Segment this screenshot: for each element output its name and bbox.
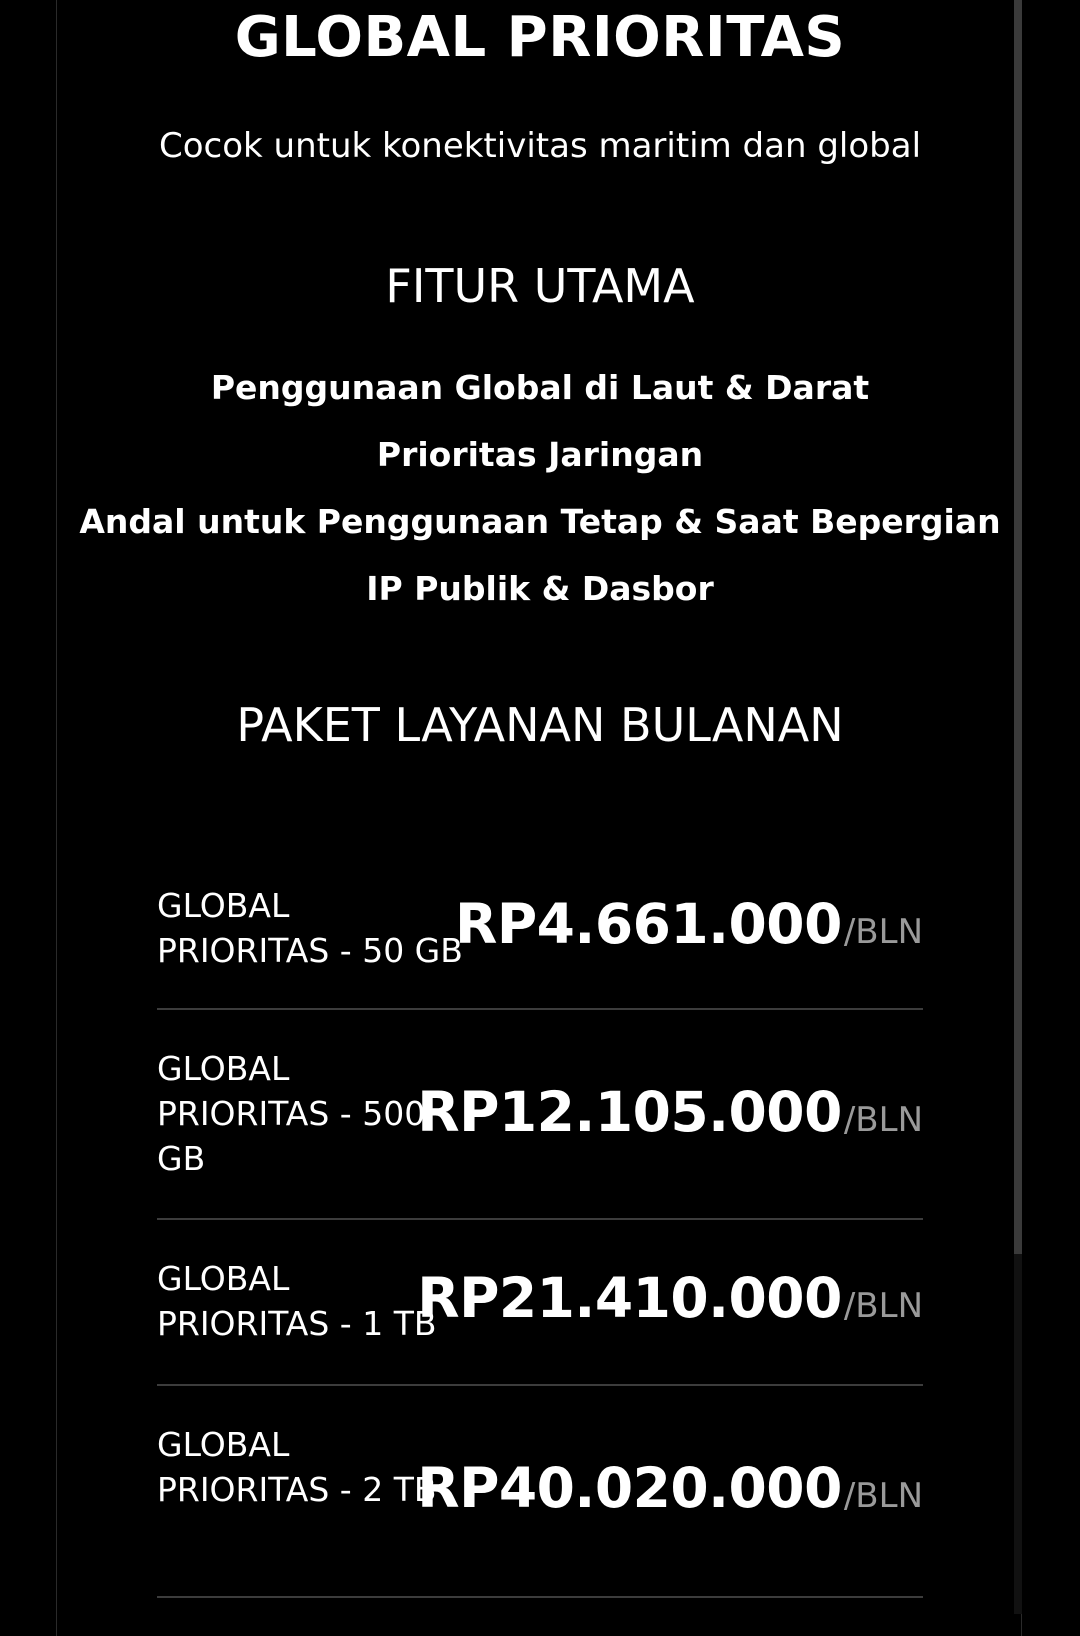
price-amount: RP40.020.000: [417, 1456, 842, 1520]
features-list: [0, 354, 1080, 622]
package-name: GLOBAL PRIORITAS - 500 GB: [157, 1049, 426, 1178]
price-unit: /BLN: [843, 1476, 923, 1516]
feature-item: Prioritas Jaringan: [376, 435, 704, 474]
package-row-50gb: [157, 848, 923, 1010]
plan-subtitle: Cocok untuk konektivitas maritim dan global: [158, 126, 922, 166]
package-price: [417, 1456, 923, 1520]
feature-item: Andal untuk Penggunaan Tetap & Saat Bepergian: [79, 502, 1001, 541]
feature-item: Penggunaan Global di Laut & Darat: [210, 368, 870, 407]
package-name: GLOBAL PRIORITAS - 2 TB: [157, 1425, 437, 1509]
price-unit: /BLN: [843, 912, 923, 952]
package-row-2tb: [157, 1386, 923, 1598]
packages-heading: PAKET LAYANAN BULANAN: [236, 698, 844, 752]
price-amount: RP12.105.000: [417, 1080, 842, 1144]
package-row-1tb: [157, 1220, 923, 1386]
feature-item: IP Publik & Dasbor: [366, 569, 714, 608]
package-row-500gb: [157, 1010, 923, 1220]
price-unit: /BLN: [843, 1286, 923, 1326]
plan-title: GLOBAL PRIORITAS: [234, 5, 846, 70]
package-name: GLOBAL PRIORITAS - 50 GB: [157, 886, 463, 970]
package-name: GLOBAL PRIORITAS - 1 TB: [157, 1259, 437, 1343]
package-price: [417, 1080, 923, 1144]
scrollbar-thumb[interactable]: [1014, 0, 1022, 1254]
price-amount: RP4.661.000: [455, 892, 842, 956]
package-price: [417, 1266, 923, 1330]
features-heading: FITUR UTAMA: [385, 259, 695, 313]
price-amount: RP21.410.000: [417, 1266, 842, 1330]
price-unit: /BLN: [843, 1100, 923, 1140]
package-price: [455, 892, 923, 956]
